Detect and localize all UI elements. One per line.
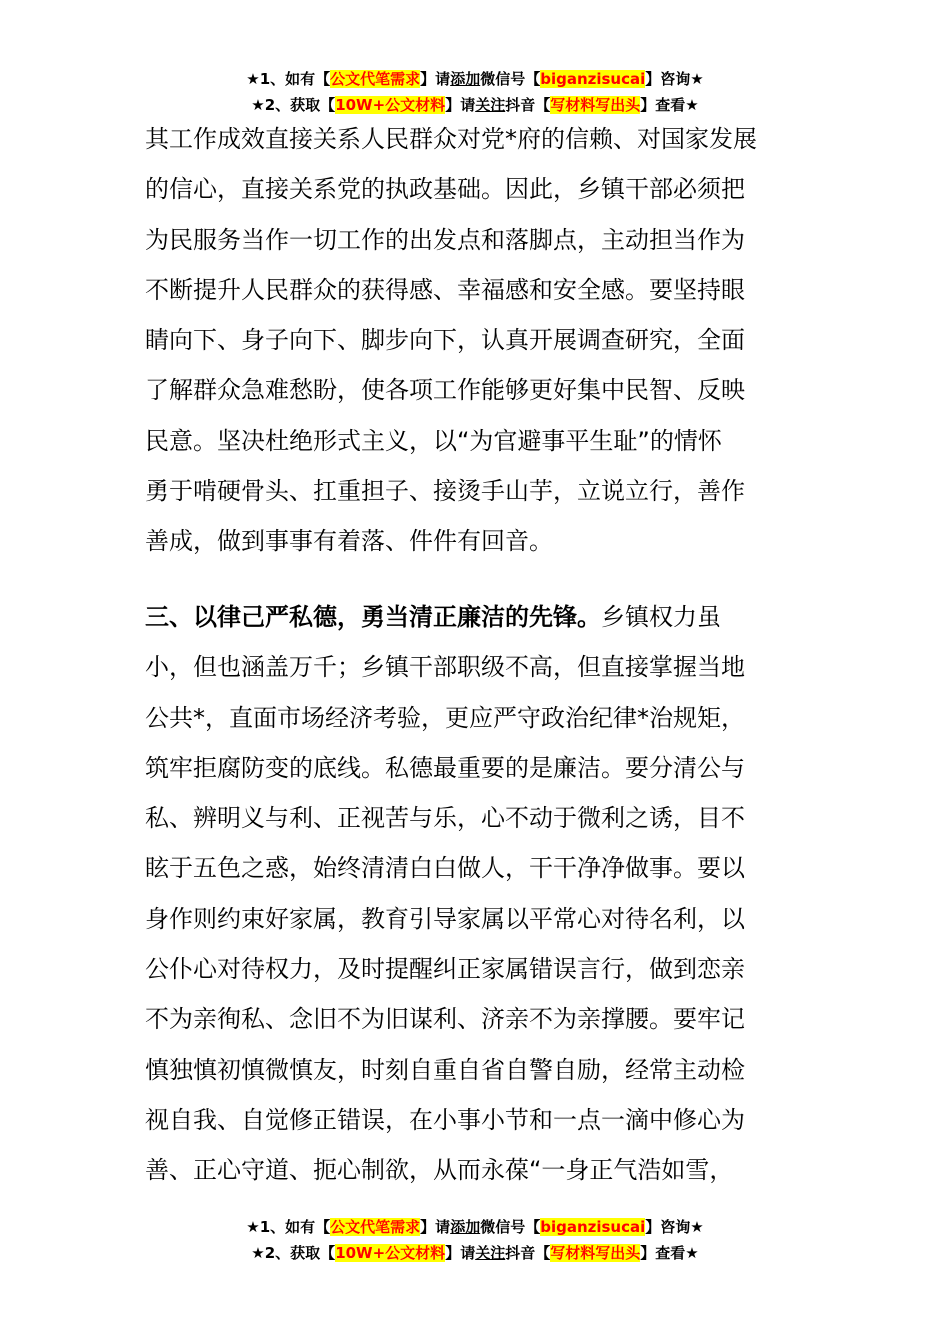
- section-heading: 三、以律己严私德，勇当清正廉洁的先锋。: [145, 603, 601, 631]
- banner-line-2: [0, 1240, 950, 1266]
- header-banner: [0, 66, 950, 118]
- banner-text: 】请: [420, 70, 451, 88]
- banner-highlight: 10W+公文材料: [335, 96, 446, 114]
- banner-text: 】请: [445, 1244, 476, 1262]
- text-line: 睛向下、身子向下、脚步向下，认真开展调查研究，全面: [145, 326, 745, 355]
- banner-douyin-name: 写材料写出头: [550, 1244, 641, 1262]
- banner-highlight: 10W+公文材料: [335, 1244, 446, 1262]
- text-line: 眩于五色之惑，始终清清白白做人，干干净净做事。要以: [145, 854, 745, 883]
- banner-text: ★2、获取【: [251, 96, 336, 114]
- banner-line-1: [0, 66, 950, 92]
- banner-text: 】咨询★: [645, 70, 704, 88]
- text-line: 勇于啃硬骨头、扛重担子、接烫手山芋，立说立行，善作: [145, 477, 745, 506]
- banner-underlined: 添加: [450, 70, 481, 88]
- banner-douyin-name: 写材料写出头: [550, 96, 641, 114]
- banner-text: 】查看★: [640, 1244, 699, 1262]
- text-line: 的信心，直接关系党的执政基础。因此，乡镇干部必须把: [145, 175, 745, 204]
- text-line: 民意。坚决杜绝形式主义，以“为官避事平生耻”的情怀: [145, 426, 722, 455]
- banner-highlight: 公文代笔需求: [330, 70, 421, 88]
- text-line: 公仆心对待权力，及时提醒纠正家属错误言行，做到恋亲: [145, 955, 745, 984]
- text-line: 身作则约束好家属，教育引导家属以平常心对待名利，以: [145, 904, 745, 933]
- text-line: 筑牢拒腐防变的底线。私德最重要的是廉洁。要分清公与: [145, 753, 745, 782]
- text-line: 为民服务当作一切工作的出发点和落脚点，主动担当作为: [145, 225, 745, 254]
- banner-text: ★1、如有【: [246, 1218, 331, 1236]
- banner-underlined: 关注: [475, 1244, 506, 1262]
- text-line: 小，但也涵盖万千；乡镇干部职级不高，但直接掌握当地: [145, 653, 745, 682]
- footer-banner: [0, 1214, 950, 1266]
- banner-text: ★1、如有【: [246, 70, 331, 88]
- banner-line-1: [0, 1214, 950, 1240]
- text-line: 不断提升人民群众的获得感、幸福感和安全感。要坚持眼: [145, 275, 745, 304]
- text-line: 慎独慎初慎微慎友，时刻自重自省自警自励，经常主动检: [145, 1055, 745, 1084]
- text-line: 善、正心守道、扼心制欲，从而永葆“一身正气浩如雪，: [145, 1156, 734, 1185]
- banner-text: 】请: [420, 1218, 451, 1236]
- banner-highlight: 公文代笔需求: [330, 1218, 421, 1236]
- banner-text: 】咨询★: [645, 1218, 704, 1236]
- banner-text: 抖音【: [505, 1244, 551, 1262]
- banner-wechat-id: biganzisucai: [540, 70, 646, 88]
- text-line: 了解群众急难愁盼，使各项工作能够更好集中民智、反映: [145, 376, 745, 405]
- banner-text: ★2、获取【: [251, 1244, 336, 1262]
- text-line: 善成，做到事事有着落、件件有回音。: [145, 527, 553, 556]
- banner-text: 】请: [445, 96, 476, 114]
- paragraph-2: [145, 592, 815, 1196]
- text-line: 私、辨明义与利、正视苦与乐，心不动于微利之诱，目不: [145, 804, 745, 833]
- text-line: 其工作成效直接关系人民群众对党*府的信赖、对国家发展: [145, 125, 757, 153]
- paragraph-1: [145, 114, 815, 567]
- text-line: 不为亲徇私、念旧不为旧谋利、济亲不为亲撑腰。要牢记: [145, 1005, 745, 1034]
- text-line-with-heading: [145, 592, 815, 642]
- banner-underlined: 关注: [475, 96, 506, 114]
- banner-text: 微信号【: [480, 1218, 541, 1236]
- text-span: 乡镇权力虽: [601, 603, 721, 631]
- banner-underlined: 添加: [450, 1218, 481, 1236]
- text-line: 视自我、自觉修正错误，在小事小节和一点一滴中修心为: [145, 1105, 745, 1134]
- banner-text: 抖音【: [505, 96, 551, 114]
- banner-text: 】查看★: [640, 96, 699, 114]
- banner-text: 微信号【: [480, 70, 541, 88]
- banner-wechat-id: biganzisucai: [540, 1218, 646, 1236]
- text-line: 公共*，直面市场经济考验，更应严守政治纪律*治规矩，: [145, 703, 745, 732]
